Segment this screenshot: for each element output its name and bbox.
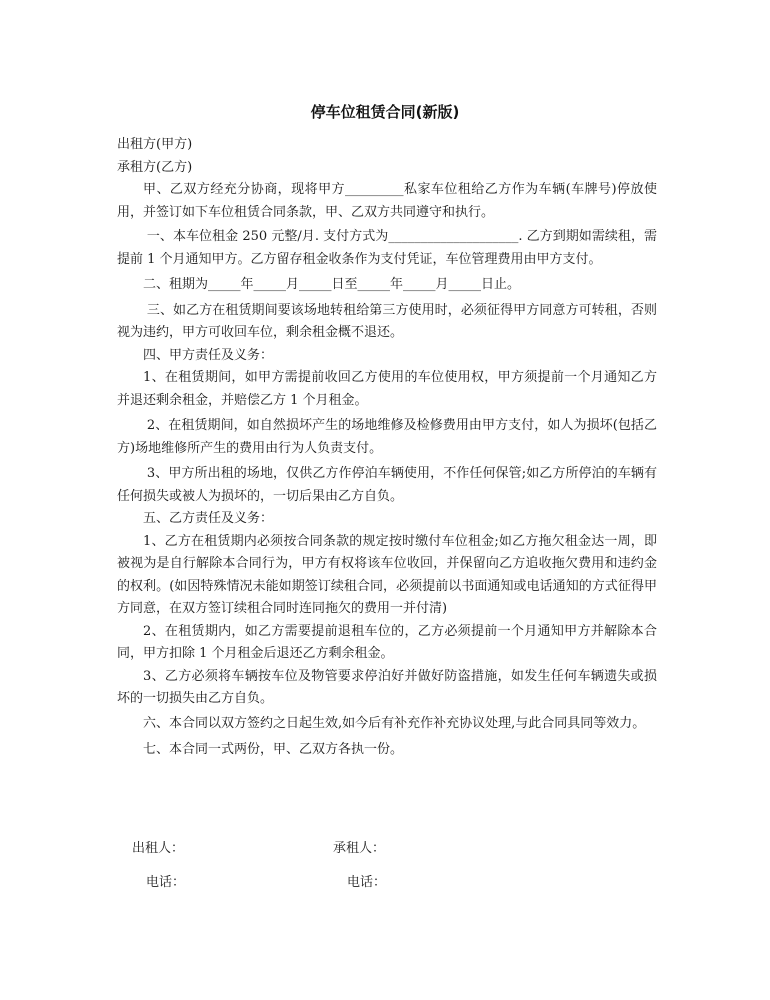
paragraph-clause-7: 七、本合同一式两份，甲、乙双方各执一份。 (143, 742, 404, 757)
paragraph-clause-1: 一、本车位租金 250 元整/月. 支付方式为____________________. 乙方到期如需续租，需提前 1 个月通知甲方。乙方留存租金收条作为支付凭证，车位管理费用由甲方支付。 (117, 229, 657, 267)
lessee-phone-label: 电话： (347, 875, 387, 890)
paragraph-section-5-heading: 五、乙方责任及义务： (143, 511, 274, 526)
paragraph-5-1: 1、乙方在租赁期内必须按合同条款的规定按时缴付车位租金;如乙方拖欠租金达一周，即被视为是自行解除本合同行为，甲方有权将该车位收回，并保留向乙方追收拖欠费用和违约金的权利。(如因特殊情况未能如期签订续租合同，必须提前以书面通知或电话通知的方式征得甲方同意，在双方签订续租合同时连同拖欠的费用一并付清) (117, 533, 657, 616)
document-body (117, 134, 657, 762)
lessor-line: 出租方(甲方) (117, 137, 193, 152)
paragraph-5-3: 3、乙方必须将车辆按车位及物管要求停泊好并做好防盗措施，如发生任何车辆遗失或损坏的一切损失由乙方自负。 (117, 668, 657, 706)
paragraph-section-4-heading: 四、甲方责任及义务： (143, 347, 274, 363)
paragraph-preamble: 甲、乙双方经充分协商，现将甲方_________私家车位租给乙方作为车辆(车牌号)停放使用，并签订如下车位租赁合同条款，甲、乙双方共同遵守和执行。 (117, 182, 657, 220)
lessee-line: 承租方(乙方) (117, 159, 193, 175)
document-title: 停车位租赁合同(新版) (310, 103, 460, 121)
paragraph-clause-2: 二、租期为_____年_____月_____日至_____年_____月_____日止。 (143, 277, 521, 292)
paragraph-clause-3: 三、如乙方在租赁期间要该场地转租给第三方使用时，必须征得甲方同意方可转租，否则视为违约，甲方可收回车位，剩余租金概不退还。 (117, 302, 657, 340)
paragraph-4-3: 3、甲方所出租的场地，仅供乙方作停泊车辆使用，不作任何保管;如乙方所停泊的车辆有任何损失或被人为损坏的，一切后果由乙方自负。 (117, 466, 657, 504)
lessor-phone-label: 电话： (146, 875, 186, 890)
paragraph-5-2: 2、在租赁期内，如乙方需要提前退租车位的，乙方必须提前一个月通知甲方并解除本合同，甲方扣除 1 个月租金后退还乙方剩余租金。 (117, 623, 657, 661)
paragraph-4-1: 1、在租赁期间，如甲方需提前收回乙方使用的车位使用权，甲方须提前一个月通知乙方并退还剩余租金，并赔偿乙方 1 个月租金。 (117, 370, 657, 408)
lessee-signature-label: 承租人： (333, 841, 386, 856)
paragraph-clause-6: 六、本合同以双方签约之日起生效,如今后有补充作补充协议处理,与此合同具同等效力。 (143, 715, 646, 731)
lessor-signature-label: 出租人： (132, 841, 185, 856)
paragraph-4-2: 2、在租赁期间，如自然损坏产生的场地维修及检修费用由甲方支付，如人为损坏(包括乙方)场地维修所产生的费用由行为人负责支付。 (117, 418, 657, 456)
